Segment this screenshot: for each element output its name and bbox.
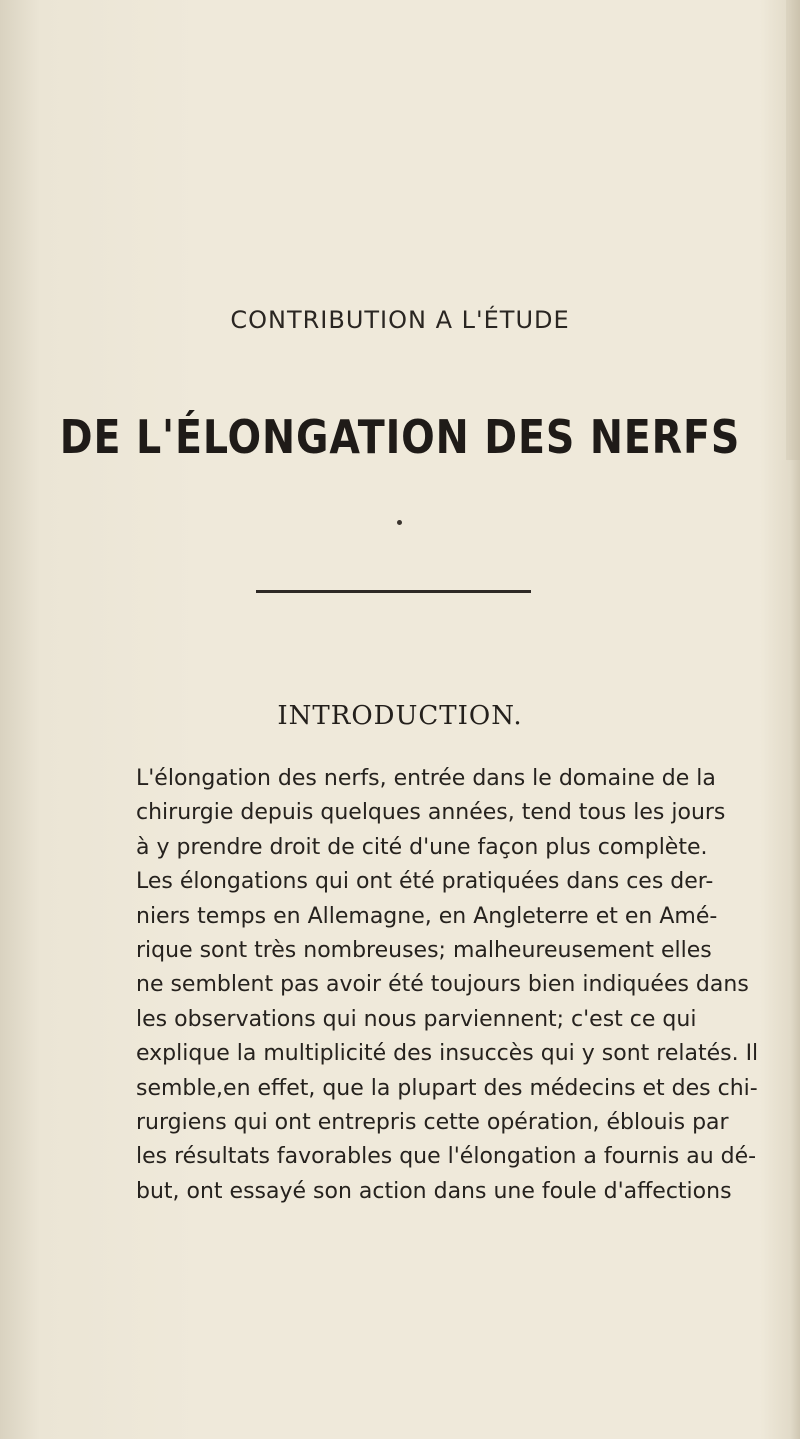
ornament-dot <box>397 520 402 525</box>
text-line: Les élongations qui ont été pratiquées dans ces der- <box>136 869 714 895</box>
page-edge-shadow <box>786 0 800 460</box>
text-line: rurgiens qui ont entrepris cette opération, éblouis par <box>136 1109 729 1135</box>
text-line: explique la multiplicité des insuccès qui y sont relatés. Il <box>136 1041 759 1067</box>
body-paragraph <box>136 762 759 1209</box>
text-line: rique sont très nombreuses; malheureusement elles <box>136 937 712 963</box>
document-title: DE L'ÉLONGATION DES NERFS <box>59 410 741 464</box>
text-line: les observations qui nous parviennent; c'est ce qui <box>136 1006 697 1032</box>
text-line: semble,en effet, que la plupart des médecins et des chi- <box>136 1075 758 1101</box>
section-heading: INTRODUCTION. <box>277 701 523 731</box>
title-rule <box>256 590 531 593</box>
text-line: niers temps en Allemagne, en Angleterre et en Amé- <box>136 903 718 929</box>
text-line: chirurgie depuis quelques années, tend tous les jours <box>136 800 726 826</box>
text-line: but, ont essayé son action dans une foule d'affections <box>136 1178 732 1204</box>
document-suptitle: CONTRIBUTION A L'ÉTUDE <box>230 306 570 334</box>
text-line: ne semblent pas avoir été toujours bien indiquées dans <box>136 972 749 998</box>
text-line: à y prendre droit de cité d'une façon plus complète. <box>136 834 708 860</box>
text-line: L'élongation des nerfs, entrée dans le domaine de la <box>136 766 716 791</box>
text-line: les résultats favorables que l'élongation a fournis au dé- <box>136 1144 757 1170</box>
